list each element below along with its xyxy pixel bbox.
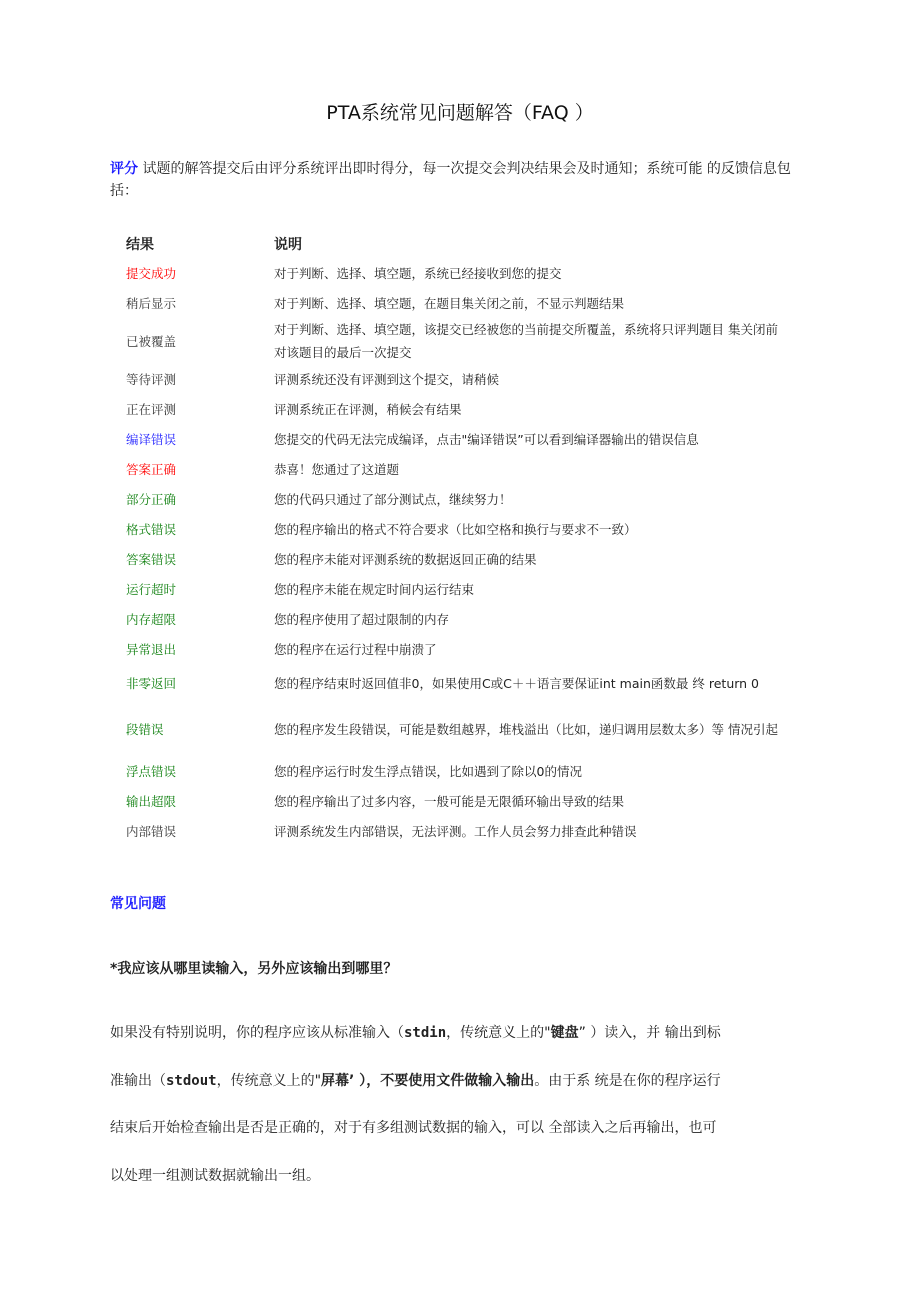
code-text: stdin [404, 1025, 447, 1041]
text-line: 结束后开始检查输出是否是正确的，对于有多组测试数据的输入，可以 全部读入之后再输出，也可 [110, 1120, 717, 1136]
table-row [118, 484, 792, 514]
desc-cell: 您提交的代码无法完成编译，点击"编译错误”可以看到编译器输出的错误信息 [274, 431, 699, 447]
desc-cell: 恭喜！您通过了这道题 [274, 461, 400, 477]
desc-cell: 评测系统正在评测，稍候会有结果 [274, 401, 462, 417]
desc-cell: 对于判断、选择、填空题，在题目集关闭之前，不显示判题结果 [274, 295, 625, 311]
table-row [118, 816, 792, 846]
table-row [118, 258, 792, 288]
desc-cell: 您的代码只通过了部分测试点，继续努力！ [274, 491, 512, 507]
faq-heading: 常见问题 [110, 896, 166, 912]
result-cell: 浮点错误 [126, 763, 177, 779]
bold-text: ’ ）， [349, 1072, 381, 1089]
intro-paragraph [110, 158, 800, 202]
table-row [118, 604, 792, 634]
bold-text: 键盘 [550, 1025, 579, 1041]
table-row [118, 756, 792, 786]
table-row [118, 544, 792, 574]
desc-cell: 您的程序使用了超过限制的内存 [274, 611, 450, 627]
result-cell: 已被覆盖 [126, 333, 177, 349]
desc-cell: 您的程序在运行过程中崩溃了 [274, 641, 437, 657]
result-cell: 稍后显示 [126, 295, 177, 311]
result-cell: 运行超时 [126, 581, 177, 597]
text: ” ）读入，并 输出到标 [578, 1025, 721, 1041]
desc-cell: 您的程序未能在规定时间内运行结束 [274, 581, 475, 597]
result-cell: 答案正确 [126, 461, 177, 477]
code-text: stdout [166, 1072, 217, 1089]
result-cell: 编译错误 [126, 431, 177, 447]
desc-cell: 您的程序结束时返回值非0，如果使用C或C＋＋语言要保证int main函数最 终 return 0 [274, 675, 760, 691]
faq-question: *我应该从哪里读输入，另外应该输出到哪里？ [110, 961, 398, 977]
intro-label: 评分 [110, 161, 138, 177]
table-row [118, 424, 792, 454]
result-cell: 正在评测 [126, 401, 177, 417]
result-cell: 内部错误 [126, 823, 177, 839]
desc-cell: 您的程序运行时发生浮点错误，比如遇到了除以0的情况 [274, 763, 582, 779]
result-cell: 段错误 [126, 721, 164, 737]
result-table [118, 230, 792, 846]
table-row [118, 574, 792, 604]
result-cell: 等待评测 [126, 371, 177, 387]
result-cell: 答案错误 [126, 551, 177, 567]
table-row [118, 514, 792, 544]
desc-cell: 您的程序未能对评测系统的数据返回正确的结果 [274, 551, 537, 567]
text: 。由于系 统是在你的程序运行 [534, 1072, 721, 1089]
text: 准输出（ [110, 1072, 166, 1089]
table-row [118, 364, 792, 394]
table-row [118, 454, 792, 484]
table-row [118, 634, 792, 664]
result-cell: 格式错误 [126, 521, 177, 537]
result-cell: 内存超限 [126, 611, 177, 627]
table-row [118, 394, 792, 424]
text: ，传统意义上的" [216, 1072, 322, 1089]
table-row [118, 702, 792, 756]
result-cell: 异常退出 [126, 641, 177, 657]
bold-text: 屏幕 [321, 1072, 350, 1089]
desc-cell: 评测系统发生内部错误，无法评测。工作人员会努力排查此种错误 [274, 823, 637, 839]
bold-text: 不要使用文件做输入输出 [380, 1072, 535, 1089]
table-row [118, 318, 792, 364]
result-cell: 非零返回 [126, 675, 177, 691]
text-line: 以处理一组测试数据就输出一组。 [110, 1167, 320, 1184]
table-row [118, 664, 792, 702]
desc-cell: 您的程序发生段错误，可能是数组越界，堆栈溢出（比如，递归调用层数太多）等 情况引起 [274, 721, 778, 737]
faq-answer [110, 1010, 810, 1200]
text: ，传统意义上的" [446, 1025, 551, 1041]
desc-cell: 您的程序输出的格式不符合要求（比如空格和换行与要求不一致） [274, 521, 637, 537]
desc-cell: 对于判断、选择、填空题，系统已经接收到您的提交 [274, 265, 562, 281]
intro-text: 试题的解答提交后由评分系统评出即时得分，每一次提交会判决结果会及时通知；系统可能 的反馈信息包括： [110, 161, 791, 199]
text: 如果没有特别说明，你的程序应该从标准输入（ [110, 1025, 404, 1041]
result-cell: 部分正确 [126, 491, 177, 507]
desc-cell: 您的程序输出了过多内容，一般可能是无限循环输出导致的结果 [274, 793, 625, 809]
table-row [118, 288, 792, 318]
table-header [118, 230, 792, 258]
desc-cell: 评测系统还没有评测到这个提交，请稍候 [274, 371, 500, 387]
header-result: 结果 [126, 237, 154, 253]
result-cell: 输出超限 [126, 793, 177, 809]
desc-cell: 对于判断、选择、填空题，该提交已经被您的当前提交所覆盖，系统将只评判题目 集关闭前对该题目的最后一次提交 [274, 322, 778, 360]
table-row [118, 786, 792, 816]
result-cell: 提交成功 [126, 265, 177, 281]
header-desc: 说明 [274, 237, 302, 253]
page-title: PTA系统常见问题解答（FAQ ） [326, 102, 594, 124]
